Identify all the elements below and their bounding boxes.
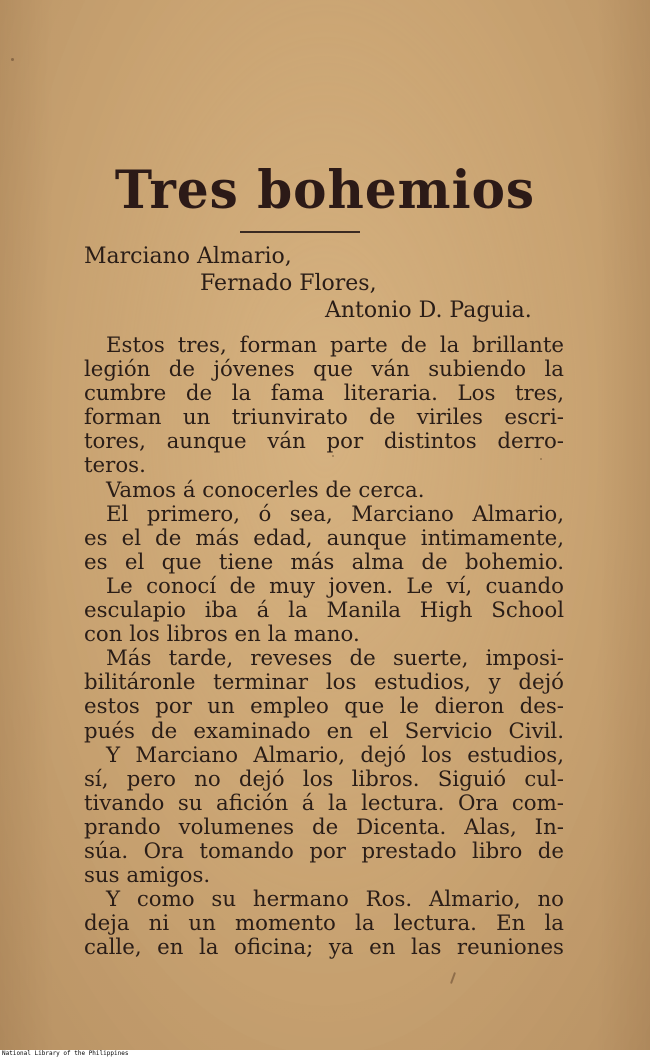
text-line: estos por un empleo que le dieron des- [84,694,564,720]
text-line: súa. Ora tomando por prestado libro de [84,838,564,864]
text-line: El primero, ó sea, Marciano Almario, [106,501,564,527]
paper-speck [11,58,14,61]
text-line: cumbre de la fama literaria. Los tres, [84,381,564,407]
text-line: tivando su afición á la lectura. Ora com- [84,790,564,816]
text-line: deja ni un momento la lectura. En la [84,911,564,937]
text-line: teros. [84,453,146,479]
page-title: Tres bohemios [114,158,536,221]
text-line: calle, en la oficina; ya en las reuniones [84,935,564,961]
text-line: esculapio iba á la Manila High School [84,598,564,624]
author-name: Fernado Flores, [200,271,377,296]
paper-speck [540,458,542,460]
text-line: sus amigos. [84,863,211,889]
library-credit: National Library of the Philippines [0,1050,650,1058]
text-line: sí, pero no dejó los libros. Siguió cul- [84,766,564,792]
text-line: Y como su hermano Ros. Almario, no [106,887,564,913]
text-line: bilitáronle terminar los estudios, y dejó [84,670,564,696]
paper-speck [450,972,456,984]
text-line: Más tarde, reveses de suerte, imposi- [106,646,564,672]
text-line: es el que tiene más alma de bohemio. [84,549,564,575]
text-line: forman un triunvirato de viriles escri- [84,405,564,431]
paper-speck [332,455,334,457]
body-text [84,334,564,960]
text-line: tores, aunque ván por distintos derro- [84,429,564,455]
text-line: Le conocí de muy joven. Le ví, cuando [106,573,564,599]
text-line: con los libros en la mano. [84,622,360,648]
text-line: prando volumenes de Dicenta. Alas, In- [84,814,564,840]
text-line: Estos tres, forman parte de la brillante [106,333,564,358]
text-line: legión de jóvenes que ván subiendo la [84,357,564,383]
text-line: Vamos á conocerles de cerca. [106,477,425,503]
text-line: pués de examinado en el Servicio Civil. [84,718,564,744]
title-rule [240,231,360,233]
author-name: Marciano Almario, [84,244,292,269]
text-line: Y Marciano Almario, dejó los estudios, [106,742,564,768]
text-line: es el de más edad, aunque intimamente, [84,525,564,551]
author-name: Antonio D. Paguia. [325,298,532,323]
